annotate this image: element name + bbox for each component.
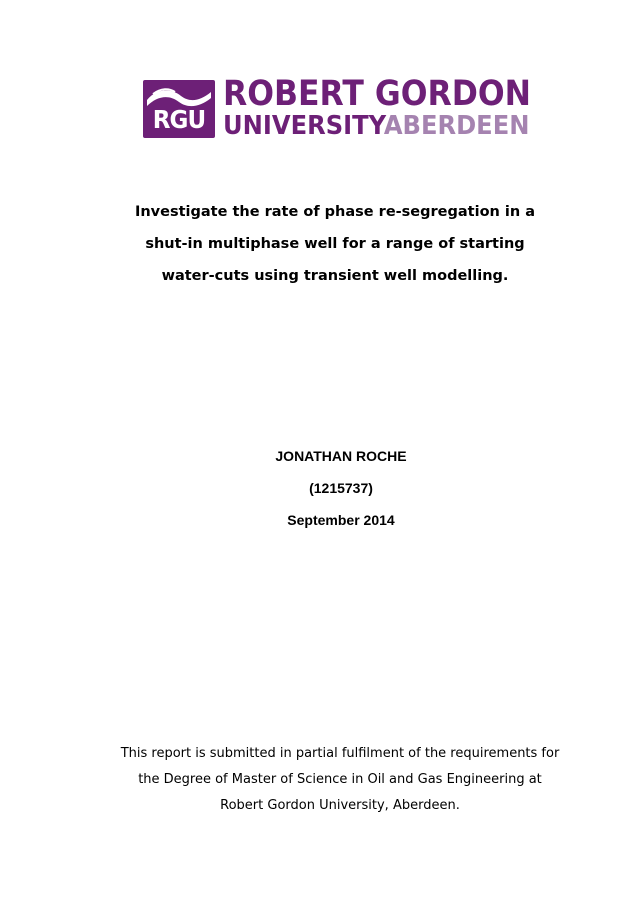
author-name: JONATHAN ROCHE — [275, 448, 407, 464]
statement-line: This report is submitted in partial fulfilment of the requirements for — [120, 746, 560, 761]
report-title — [110, 196, 560, 292]
student-id: (1215737) — [309, 480, 373, 496]
logo-badge-text: RGU — [152, 105, 206, 134]
logo-wordmark-aberdeen: ABERDEEN — [383, 111, 530, 141]
report-title-line: shut-in multiphase well for a range of starting — [145, 236, 525, 252]
logo-wordmark-line1: ROBERT GORDON — [223, 74, 532, 114]
report-title-line: water-cuts using transient well modelling. — [161, 268, 509, 284]
statement-line: Robert Gordon University, Aberdeen. — [220, 798, 460, 813]
logo-badge — [143, 80, 215, 138]
submission-statement — [100, 741, 580, 819]
statement-line: the Degree of Master of Science in Oil and Gas Engineering at — [138, 772, 542, 787]
logo-wordmark-line2 — [223, 112, 529, 140]
report-title-line: Investigate the rate of phase re-segregation in a — [134, 204, 536, 220]
submission-date: September 2014 — [287, 512, 395, 528]
logo-wordmark-university: UNIVERSITY — [223, 111, 384, 141]
university-logo — [143, 74, 543, 141]
